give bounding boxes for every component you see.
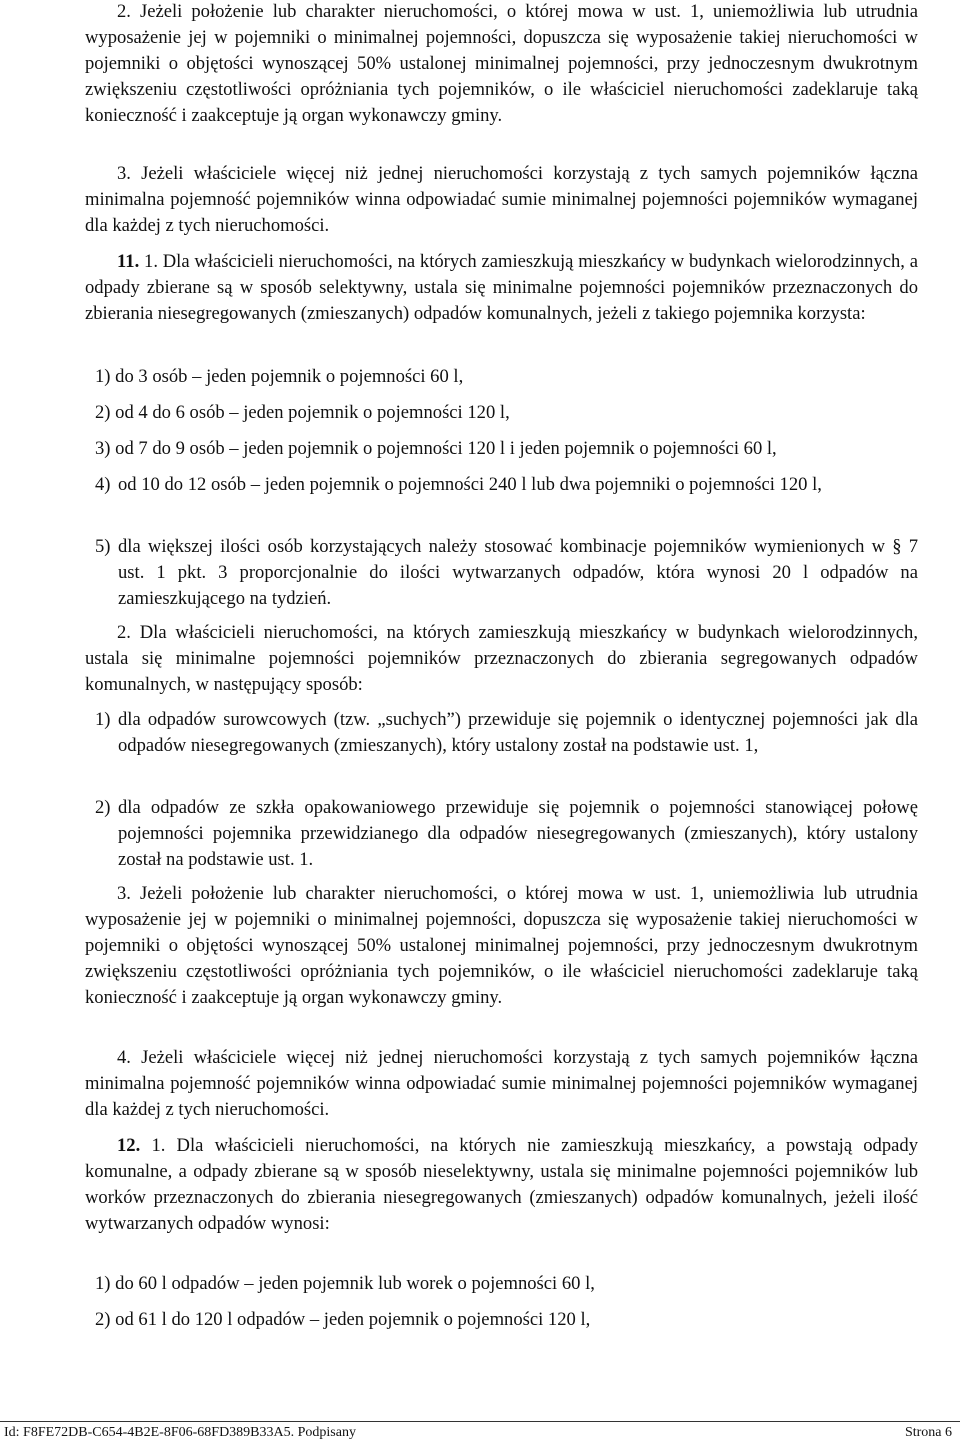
list-item: 2) dla odpadów ze szkła opakowaniowego przewiduje się pojemnik o pojemności stanowiącej połowę pojemności pojemnika przewidzianego dla odpadów niesegregowanych (zmieszanych), który ustalony został na podstawie ust. 1. (95, 797, 918, 870)
section-11-paragraph-1 (85, 249, 918, 327)
footer-divider (0, 1421, 960, 1422)
section-11-p1-text: 1. Dla właścicieli nieruchomości, na których zamieszkują mieszkańcy w budynkach wielorodzinnych, a odpady zbierane są w sposób selektywny, ustala się minimalne pojemności pojemników przeznaczonych do zbierania niesegregowanych (zmieszanych) odpadów komunalnych, jeżeli z takiego pojemnika korzysta: (85, 251, 918, 324)
list-item: 2) od 61 l do 120 l odpadów – jeden pojemnik o pojemności 120 l, (95, 1309, 591, 1330)
list-item: 1) do 60 l odpadów – jeden pojemnik lub worek o pojemności 60 l, (95, 1273, 595, 1294)
section-12-paragraph-1 (85, 1133, 918, 1237)
list-item: 1) do 3 osób – jeden pojemnik o pojemności 60 l, (95, 366, 464, 387)
section-12-p1-text: 1. Dla właścicieli nieruchomości, na których nie zamieszkują mieszkańcy, a powstają odpady komunalne, a odpady zbierane są w sposób nieselektywny, ustala się minimalne pojemności pojemników lub worków przeznaczonych do zbierania niesegregowanych (zmieszanych) odpadów komunalnych, jeżeli ilość wytwarzanych odpadów wynosi: (85, 1135, 918, 1234)
section-11-number: 11. (117, 251, 140, 272)
section-11-paragraph-2: 2. Dla właścicieli nieruchomości, na których zamieszkują mieszkańcy w budynkach wielorodzinnych, ustala się minimalne pojemności pojemników przeznaczonych do zbierania segregowanych odpadów komunalnych, w następujący sposób: (85, 622, 918, 695)
footer-document-id: Id: F8FE72DB-C654-4B2E-8F06-68FD389B33A5. Podpisany (4, 1425, 356, 1440)
list-item: 5) dla większej ilości osób korzystających należy stosować kombinacje pojemników wymienionych w § 7 ust. 1 pkt. 3 proporcjonalnie do ilości wytwarzanych odpadów, która wynosi 20 l odpadów na zamieszkującego na tydzień. (95, 536, 918, 609)
footer-page-number: Strona 6 (904, 1425, 952, 1440)
section-11-paragraph-4: 4. Jeżeli właściciele więcej niż jednej nieruchomości korzystają z tych samych pojemników łączna minimalna pojemność pojemników winna odpowiadać sumie minimalnej pojemności pojemników wymaganej dla każdej z tych nieruchomości. (85, 1047, 918, 1120)
paragraph-top-3: 3. Jeżeli właściciele więcej niż jednej nieruchomości korzystają z tych samych pojemników łączna minimalna pojemność pojemników winna odpowiadać sumie minimalnej pojemności pojemników wymaganej dla każdej z tych nieruchomości. (85, 163, 918, 236)
list-item: 2) od 4 do 6 osób – jeden pojemnik o pojemności 120 l, (95, 402, 510, 423)
list-item: 1) dla odpadów surowcowych (tzw. „suchych”) przewiduje się pojemnik o identycznej pojemności jak dla odpadów niesegregowanych (zmieszanych), który ustalony został na podstawie ust. 1, (95, 709, 918, 756)
paragraph-top-2: 2. Jeżeli położenie lub charakter nieruchomości, o której mowa w ust. 1, uniemożliwia lub utrudnia wyposażenie jej w pojemniki o minimalnej pojemności, dopuszcza się wyposażenie takiej nieruchomości w pojemniki o objętości wynoszącej 50% ustalonej minimalnej pojemności, przy jednoczesnym dwukrotnym zwiększeniu częstotliwości opróżniania tych pojemników, o ile właściciel nieruchomości zadeklaruje taką konieczność i zaakceptuje ją organ wykonawczy gminy. (85, 1, 918, 126)
list-item: 3) od 7 do 9 osób – jeden pojemnik o pojemności 120 l i jeden pojemnik o pojemności 60 l, (95, 438, 777, 459)
list-item: 4) od 10 do 12 osób – jeden pojemnik o pojemności 240 l lub dwa pojemniki o pojemności 120 l, (95, 474, 822, 495)
section-11-paragraph-3: 3. Jeżeli położenie lub charakter nieruchomości, o której mowa w ust. 1, uniemożliwia lub utrudnia wyposażenie jej w pojemniki o minimalnej pojemności, dopuszcza się wyposażenie takiej nieruchomości w pojemniki o objętości wynoszącej 50% ustalonej minimalnej pojemności, przy jednoczesnym dwukrotnym zwiększeniu częstotliwości opróżniania tych pojemników, o ile właściciel nieruchomości zadeklaruje taką konieczność i zaakceptuje ją organ wykonawczy gminy. (85, 883, 918, 1008)
section-12-number: 12. (117, 1135, 141, 1156)
